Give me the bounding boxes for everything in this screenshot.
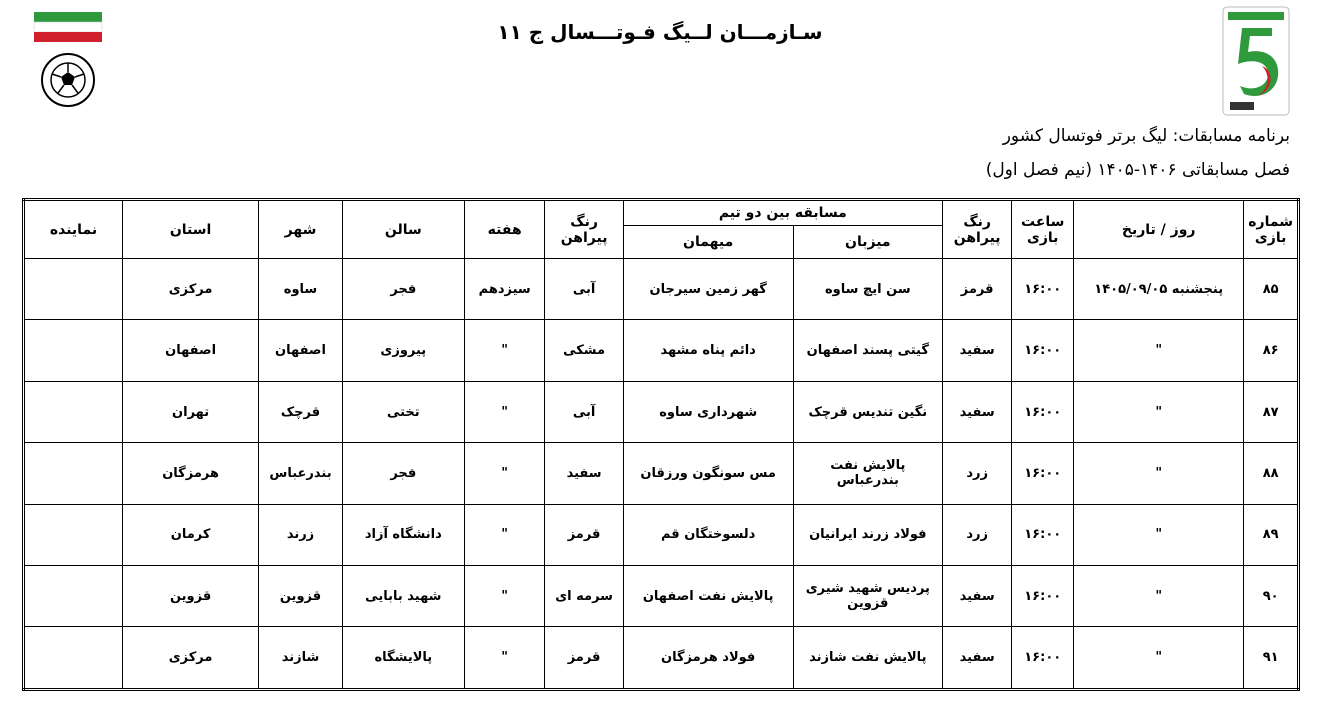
cell-home: پردیس شهید شیری قزوین	[793, 566, 942, 627]
season-label: فصل مسابقاتی ۱۴۰۶-۱۴۰۵ (نیم فصل اول)	[985, 160, 1290, 180]
cell-num: ۸۶	[1244, 320, 1299, 381]
cell-province: هرمزگان	[122, 443, 258, 504]
col-hall-header: سالن	[342, 200, 464, 259]
cell-num: ۸۸	[1244, 443, 1299, 504]
cell-province: تهران	[122, 381, 258, 442]
cell-num: ۹۱	[1244, 627, 1299, 690]
table-row	[24, 320, 1299, 381]
cell-away: فولاد هرمزگان	[623, 627, 793, 690]
cell-city: اصفهان	[259, 320, 342, 381]
cell-rep	[24, 381, 123, 442]
cell-away: گهر زمین سیرجان	[623, 259, 793, 320]
col-city-header: شهر	[259, 200, 342, 259]
cell-date: "	[1074, 381, 1244, 442]
cell-time: ۱۶:۰۰	[1012, 566, 1074, 627]
cell-week: "	[464, 627, 545, 690]
cell-date: "	[1074, 566, 1244, 627]
table-row	[24, 381, 1299, 442]
cell-week: "	[464, 320, 545, 381]
cell-away: دائم پناه مشهد	[623, 320, 793, 381]
cell-hall: فجر	[342, 259, 464, 320]
cell-color-away: سرمه ای	[545, 566, 623, 627]
cell-date: "	[1074, 627, 1244, 690]
col-color-away-header: رنگ پیراهن	[545, 200, 623, 259]
cell-week: سیزدهم	[464, 259, 545, 320]
cell-city: ساوه	[259, 259, 342, 320]
cell-date: "	[1074, 504, 1244, 565]
col-home-header: میزبان	[793, 226, 942, 259]
cell-time: ۱۶:۰۰	[1012, 320, 1074, 381]
cell-rep	[24, 443, 123, 504]
cell-away: پالایش نفت اصفهان	[623, 566, 793, 627]
cell-color-home: سفید	[942, 381, 1011, 442]
cell-color-away: قرمز	[545, 504, 623, 565]
cell-province: مرکزی	[122, 259, 258, 320]
futsal-league-logo	[1222, 6, 1290, 116]
cell-color-away: مشکی	[545, 320, 623, 381]
cell-away: شهرداری ساوه	[623, 381, 793, 442]
cell-hall: پالایشگاه	[342, 627, 464, 690]
cell-rep	[24, 320, 123, 381]
cell-num: ۸۷	[1244, 381, 1299, 442]
page-title: سـازمـــان لــیگ فـوتـــسال ج ۱۱	[497, 20, 823, 44]
cell-home: نگین تندیس قرچک	[793, 381, 942, 442]
cell-color-away: آبی	[545, 381, 623, 442]
cell-color-away: آبی	[545, 259, 623, 320]
col-date-header: روز / تاریخ	[1074, 200, 1244, 259]
cell-province: اصفهان	[122, 320, 258, 381]
cell-hall: شهید بابایی	[342, 566, 464, 627]
cell-week: "	[464, 504, 545, 565]
cell-hall: پیروزی	[342, 320, 464, 381]
schedule-table	[22, 198, 1300, 691]
cell-hall: فجر	[342, 443, 464, 504]
cell-home: پالایش نفت شازند	[793, 627, 942, 690]
col-num-header: شماره بازی	[1244, 200, 1299, 259]
cell-home: سن ایچ ساوه	[793, 259, 942, 320]
cell-color-home: زرد	[942, 504, 1011, 565]
cell-time: ۱۶:۰۰	[1012, 627, 1074, 690]
cell-province: کرمان	[122, 504, 258, 565]
federation-logo	[32, 10, 104, 110]
table-row	[24, 443, 1299, 504]
col-color-home-header: رنگ پیراهن	[942, 200, 1011, 259]
competition-label: برنامه مسابقات: لیگ برتر فوتسال کشور	[1002, 126, 1290, 146]
col-rep-header: نماینده	[24, 200, 123, 259]
cell-num: ۸۹	[1244, 504, 1299, 565]
col-week-header: هفته	[464, 200, 545, 259]
cell-city: قرچک	[259, 381, 342, 442]
table-row	[24, 627, 1299, 690]
table-row	[24, 259, 1299, 320]
cell-date: "	[1074, 320, 1244, 381]
cell-rep	[24, 504, 123, 565]
cell-color-home: سفید	[942, 320, 1011, 381]
cell-date: پنجشنبه ۱۴۰۵/۰۹/۰۵	[1074, 259, 1244, 320]
col-province-header: استان	[122, 200, 258, 259]
cell-date: "	[1074, 443, 1244, 504]
col-time-header: ساعت بازی	[1012, 200, 1074, 259]
cell-hall: تختی	[342, 381, 464, 442]
cell-color-home: قرمز	[942, 259, 1011, 320]
cell-color-away: قرمز	[545, 627, 623, 690]
col-away-header: میهمان	[623, 226, 793, 259]
cell-num: ۸۵	[1244, 259, 1299, 320]
cell-away: مس سونگون ورزقان	[623, 443, 793, 504]
cell-province: قزوین	[122, 566, 258, 627]
cell-province: مرکزی	[122, 627, 258, 690]
cell-rep	[24, 627, 123, 690]
cell-away: دلسوختگان قم	[623, 504, 793, 565]
header-row	[24, 200, 1299, 226]
col-match-header: مسابقه بین دو تیم	[623, 200, 942, 226]
cell-color-home: زرد	[942, 443, 1011, 504]
cell-city: زرند	[259, 504, 342, 565]
cell-week: "	[464, 566, 545, 627]
cell-rep	[24, 566, 123, 627]
cell-color-away: سفید	[545, 443, 623, 504]
cell-time: ۱۶:۰۰	[1012, 381, 1074, 442]
cell-time: ۱۶:۰۰	[1012, 504, 1074, 565]
cell-home: پالایش نفت بندرعباس	[793, 443, 942, 504]
cell-home: گیتی پسند اصفهان	[793, 320, 942, 381]
cell-city: بندرعباس	[259, 443, 342, 504]
cell-color-home: سفید	[942, 627, 1011, 690]
cell-color-home: سفید	[942, 566, 1011, 627]
cell-week: "	[464, 381, 545, 442]
cell-hall: دانشگاه آزاد	[342, 504, 464, 565]
cell-time: ۱۶:۰۰	[1012, 443, 1074, 504]
table-row	[24, 504, 1299, 565]
cell-home: فولاد زرند ایرانیان	[793, 504, 942, 565]
cell-week: "	[464, 443, 545, 504]
cell-city: شازند	[259, 627, 342, 690]
cell-rep	[24, 259, 123, 320]
cell-time: ۱۶:۰۰	[1012, 259, 1074, 320]
cell-city: قزوین	[259, 566, 342, 627]
table-row	[24, 566, 1299, 627]
cell-num: ۹۰	[1244, 566, 1299, 627]
